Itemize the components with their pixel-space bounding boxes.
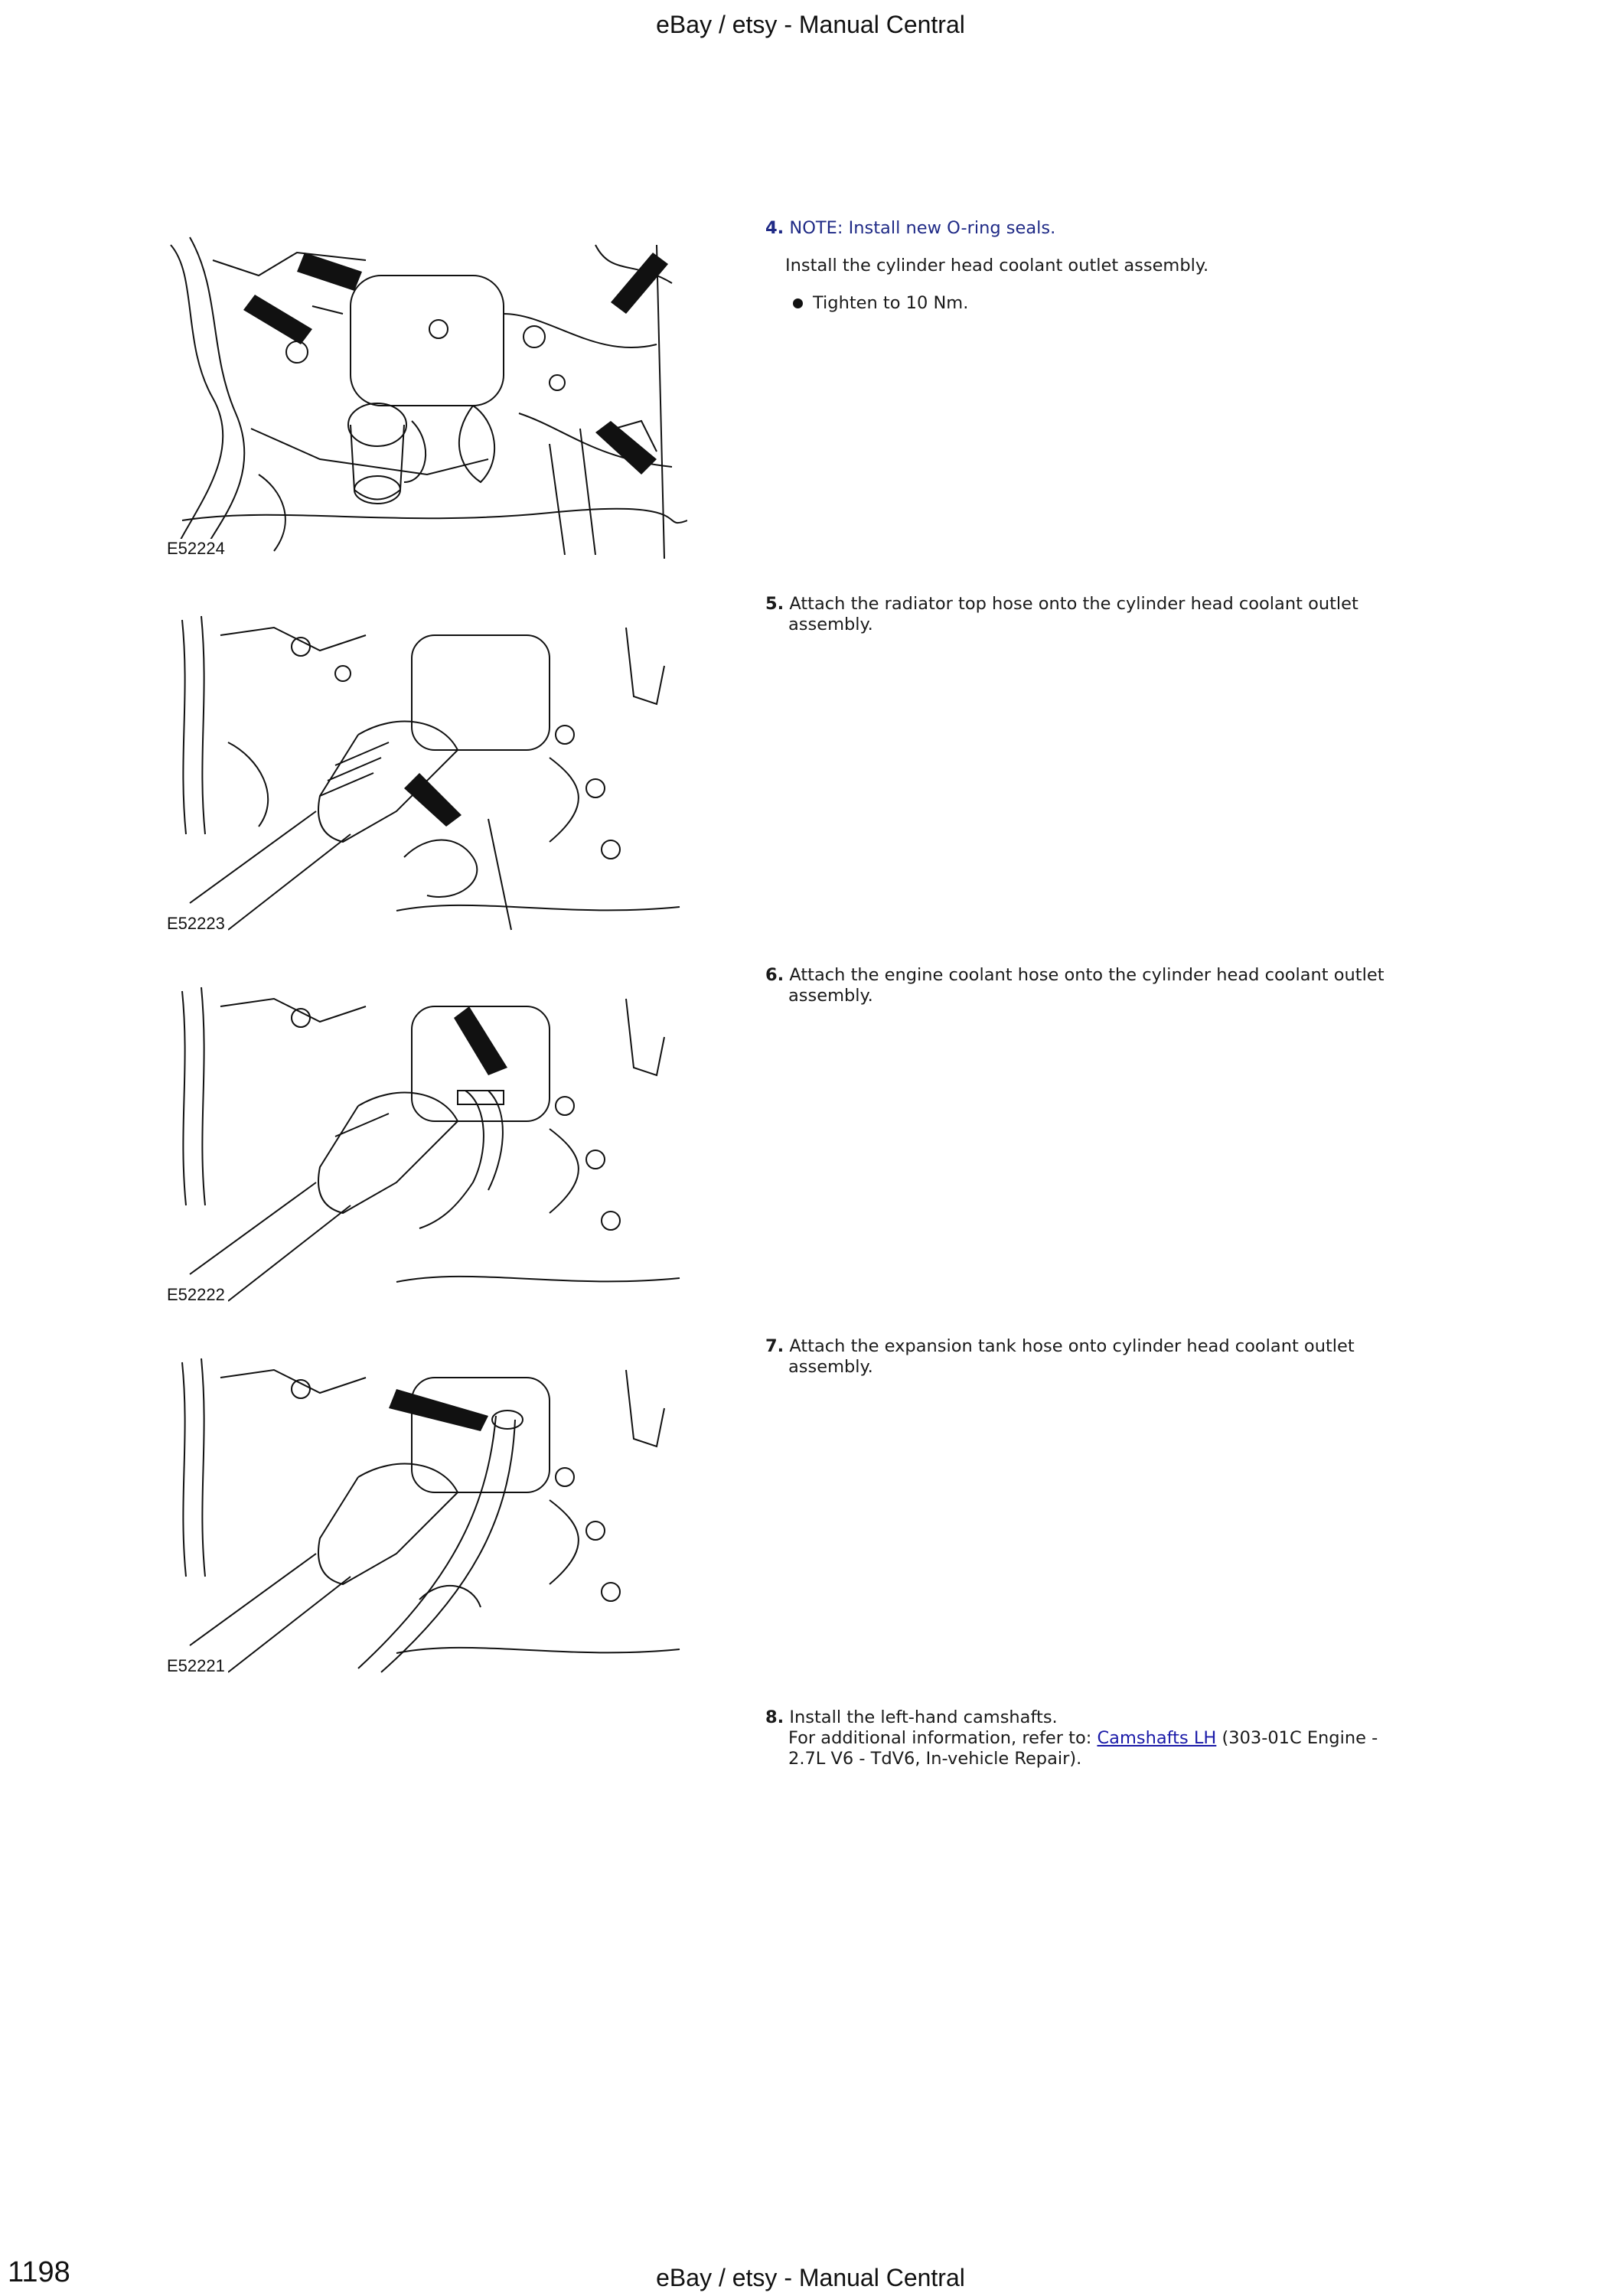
- step-text-continued: assembly.: [788, 1357, 873, 1377]
- step-text: Attach the engine coolant hose onto the cylinder head coolant outlet: [789, 965, 1385, 985]
- page-number: 1198: [8, 2256, 70, 2288]
- step-text: Install the left-hand camshafts.: [789, 1707, 1058, 1727]
- figure-expansion-tank-hose: [167, 1347, 687, 1676]
- page-footer: eBay / etsy - Manual Central: [656, 2264, 965, 2291]
- figure-radiator-top-hose: [167, 605, 687, 934]
- torque-text: Tighten to 10 Nm.: [813, 293, 969, 313]
- step-5: [765, 594, 1439, 635]
- step-number: 8.: [765, 1707, 784, 1727]
- step-4-note: [765, 218, 1439, 239]
- step-6: [765, 965, 1439, 1006]
- step-4: [765, 218, 1439, 314]
- step-text: Attach the radiator top hose onto the cylinder head coolant outlet: [789, 594, 1358, 614]
- figure-code: E52223: [167, 914, 228, 934]
- figure-code: E52224: [167, 539, 228, 559]
- step-7: [765, 1336, 1439, 1378]
- reference-prefix: For additional information, refer to:: [788, 1728, 1098, 1748]
- figure-code: E52222: [167, 1285, 228, 1305]
- bullet-icon: [793, 298, 803, 308]
- reference-line-2: 2.7L V6 - TdV6, In-vehicle Repair).: [788, 1749, 1082, 1769]
- note-text: NOTE: Install new O-ring seals.: [789, 218, 1056, 238]
- camshafts-lh-link[interactable]: Camshafts LH: [1097, 1728, 1217, 1748]
- engine-illustration: [167, 1347, 687, 1676]
- page-header: eBay / etsy - Manual Central: [656, 11, 965, 38]
- reference-suffix: (303-01C Engine -: [1216, 1728, 1378, 1748]
- figure-coolant-outlet-install: [167, 230, 687, 559]
- figure-engine-coolant-hose: [167, 976, 687, 1305]
- figure-code: E52221: [167, 1656, 228, 1676]
- step-number: 6.: [765, 965, 784, 985]
- step-number: 5.: [765, 594, 784, 614]
- step-text-continued: assembly.: [788, 615, 873, 634]
- step-text: Attach the expansion tank hose onto cylinder head coolant outlet: [789, 1336, 1355, 1356]
- step-number: 4.: [765, 218, 784, 238]
- step-8: [765, 1707, 1439, 1769]
- reference-line: [765, 1728, 1439, 1749]
- engine-illustration: [167, 605, 687, 934]
- step-number: 7.: [765, 1336, 784, 1356]
- step-4-text: Install the cylinder head coolant outlet assembly.: [785, 256, 1209, 276]
- torque-bullet: [765, 293, 1439, 314]
- engine-illustration: [167, 230, 687, 559]
- step-text-continued: assembly.: [788, 986, 873, 1006]
- engine-illustration: [167, 976, 687, 1305]
